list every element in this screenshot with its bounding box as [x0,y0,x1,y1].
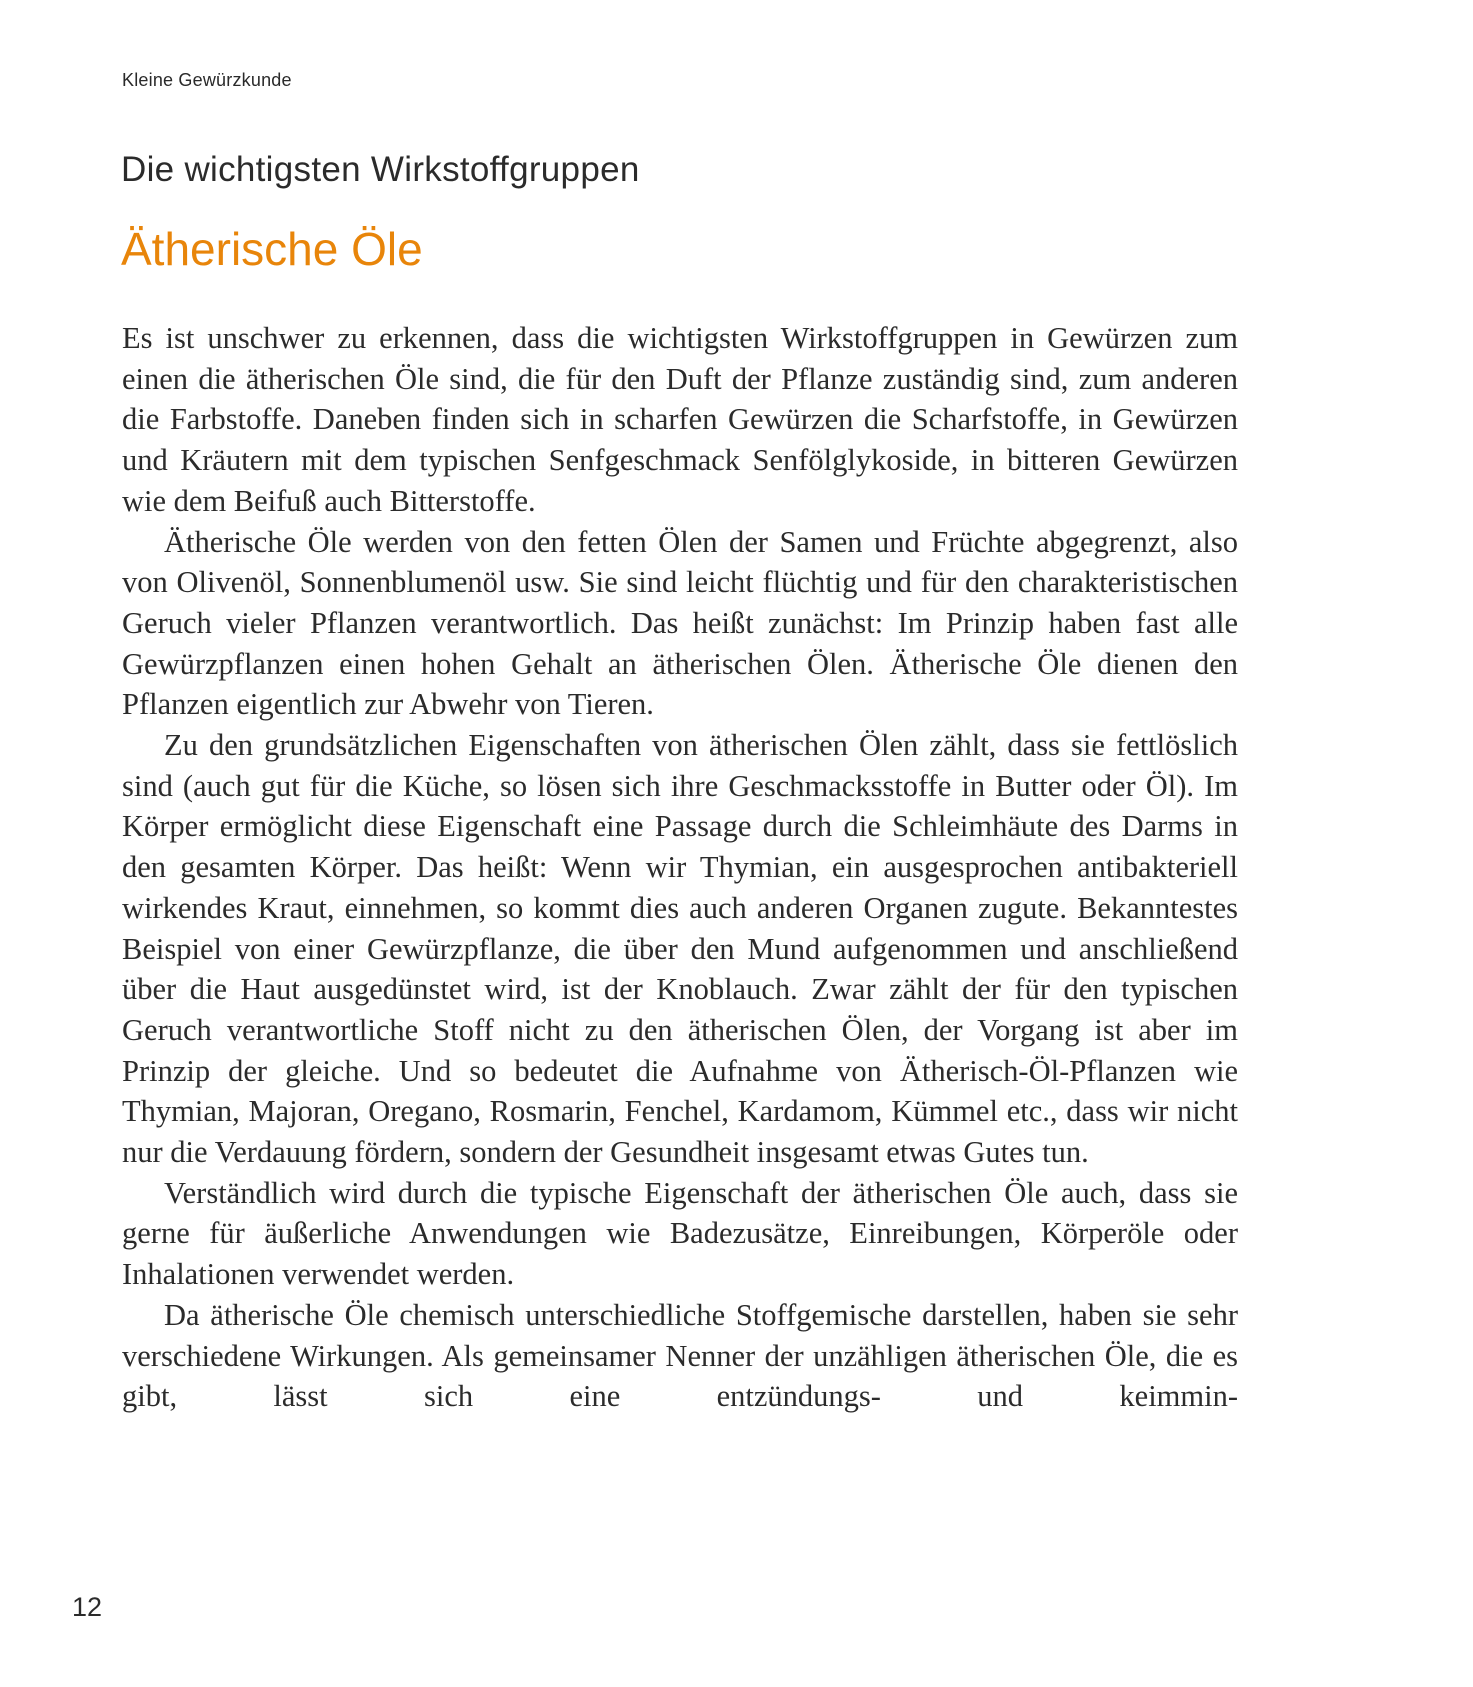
paragraph: Verständlich wird durch die typische Eigenschaft der ätherischen Öle auch, dass sie gerne für äußerliche Anwendungen wie Badezusätze, Einreibungen, Körperöle oder Inhalationen verwendet werden. [122,1175,1238,1292]
paragraph: Es ist unschwer zu erkennen, dass die wichtigsten Wirkstoffgruppen in Gewürzen zum einen die ätherischen Öle sind, die für den Duft der Pflanze zuständig sind, zum anderen die Farbstoffe. Daneben finden sich in scharfen Gewürzen die Scharfstoffe, in Gewürzen und Kräutern mit dem typischen Senfgeschmack Senfölglykoside, in bitteren Gewürzen wie dem Beifuß auch Bitterstoffe. [122,321,1238,518]
chapter-title: Ätherische Öle [121,223,423,275]
paragraph: Ätherische Öle werden von den fetten Ölen der Samen und Früchte abgegrenzt, also von Olivenöl, Sonnenblumenöl usw. Sie sind leicht flüchtig und für den charakteristischen Geruch vieler Pflanzen verantwortlich. Das heißt zunächst: Im Prinzip haben fast alle Gewürzpflanzen einen hohen Gehalt an ätherischen Ölen. Ätherische Öle dienen den Pflanzen eigentlich zur Abwehr von Tieren. [122,524,1238,722]
paragraph: Da ätherische Öle chemisch unterschiedliche Stoffgemische darstellen, haben sie sehr verschiedene Wirkungen. Als gemeinsamer Nenner der unzähligen ätherischen Öle, die es gibt, lässt sich eine entzündungs- und keimmin- [122,1297,1238,1414]
body-text [122,318,1238,1417]
section-title: Die wichtigsten Wirkstoffgruppen [121,150,640,189]
page-number: 12 [72,1592,103,1622]
paragraph: Zu den grundsätzlichen Eigenschaften von ätherischen Ölen zählt, dass sie fettlöslich sind (auch gut für die Küche, so lösen sich ihre Geschmacksstoffe in Butter oder Öl). Im Körper ermöglicht diese Eigenschaft eine Passage durch die Schleimhäute des Darms in den gesamten Körper. Das heißt: Wenn wir Thymian, ein ausgesprochen antibakteriell wirkendes Kraut, einnehmen, so kommt dies auch anderen Organen zugute. Bekanntestes Beispiel von einer Gewürzpflanze, die über den Mund aufgenommen und anschließend über die Haut ausgedünstet wird, ist der Knoblauch. Zwar zählt der für den typischen Geruch verantwortliche Stoff nicht zu den ätherischen Ölen, der Vorgang ist aber im Prinzip der gleiche. Und so bedeutet die Aufnahme von Ätherisch-Öl-Pflanzen wie Thymian, Majoran, Oregano, Rosmarin, Fenchel, Kardamom, Kümmel etc., dass wir nicht nur die Verdauung fördern, sondern der Gesundheit insgesamt etwas Gutes tun. [122,728,1238,1170]
running-head: Kleine Gewürzkunde [122,70,292,90]
